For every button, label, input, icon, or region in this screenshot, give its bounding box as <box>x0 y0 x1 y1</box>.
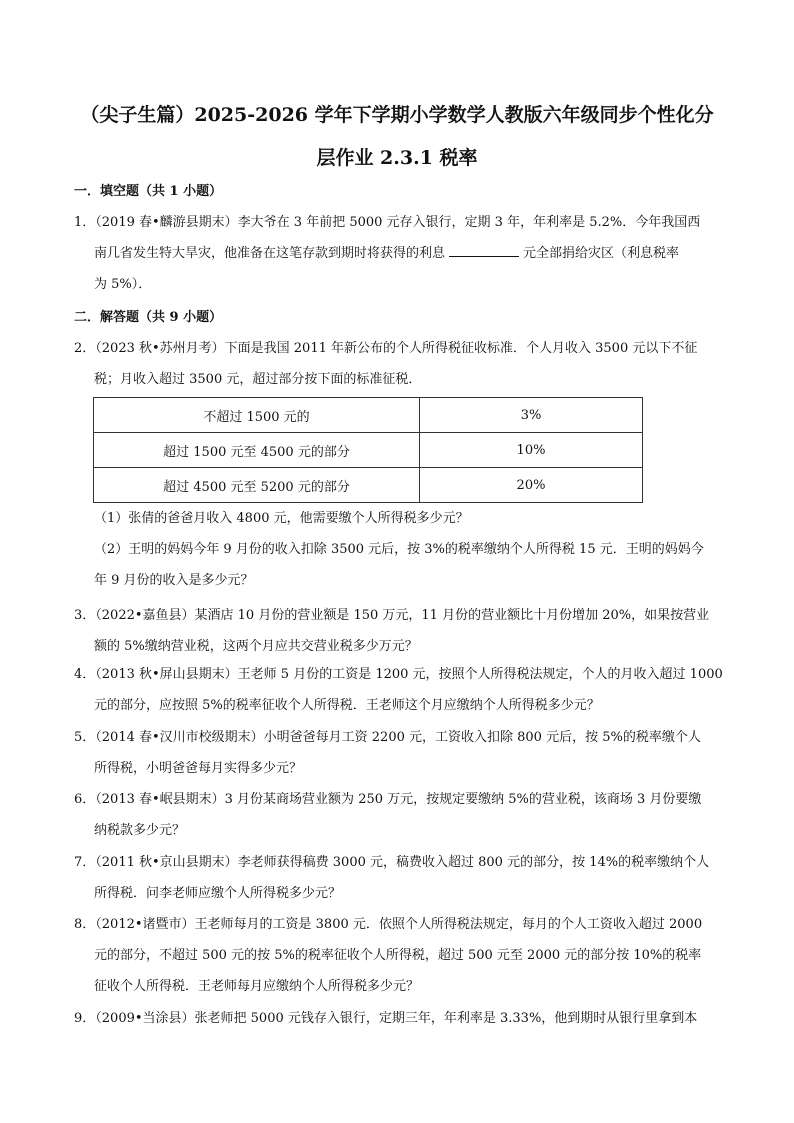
question-1-line2-text: 南几省发生特大旱灾，他准备在这笔存款到期时将获得的利息 <box>94 246 446 261</box>
question-8-line2: 元的部分，不超过 500 元的按 5%的税率征收个人所得税，超过 500 元至 2000 元的部分按 10%的税率 <box>94 948 702 963</box>
question-2-subquestions <box>94 503 734 596</box>
question-3 <box>74 600 729 662</box>
question-9 <box>74 1003 729 1034</box>
question-2-line2: 税；月收入超过 3500 元，超过部分按下面的标准征税． <box>94 372 422 387</box>
table-cell-rate: 3% <box>420 398 643 433</box>
question-2-line1: 2．（2023 秋•苏州月考）下面是我国 2011 年新公布的个人所得税征收标准．个人月收入 3500 元以下不征 <box>74 341 698 356</box>
question-3-line2: 额的 5%缴纳营业税，这两个月应共交营业税多少万元？ <box>94 639 418 654</box>
question-6 <box>74 784 729 846</box>
question-1-line2 <box>74 238 729 269</box>
question-5 <box>74 722 729 784</box>
table-row <box>94 398 643 433</box>
document-title-line1: （尖子生篇）2025-2026 学年下学期小学数学人教版六年级同步个性化分 <box>80 104 714 126</box>
question-9-line1: 9．（2009•当涂县）张老师把 5000 元钱存入银行，定期三年，年利率是 3.33%，他到期时从银行里拿到本 <box>74 1011 698 1026</box>
table-row <box>94 468 643 503</box>
question-2 <box>74 333 729 395</box>
question-6-line1: 6．（2013 春•岷县期末）3 月份某商场营业额为 250 万元，按规定要缴纳 5%的营业税，该商场 3 月份要缴 <box>74 792 702 807</box>
question-5-line1: 5．（2014 春•汉川市校级期末）小明爸爸每月工资 2200 元，工资收入扣除 800 元后，按 5%的税率缴个人 <box>74 730 701 745</box>
question-5-line2: 所得税，小明爸爸每月实得多少元？ <box>94 761 303 776</box>
question-7 <box>74 847 729 909</box>
question-4-line2: 元的部分，应按照 5%的税率征收个人所得税．王老师这个月应缴纳个人所得税多少元？ <box>94 698 600 713</box>
document-title-line2: 层作业 2.3.1 税率 <box>316 147 478 169</box>
question-2-sub2-line1: （2）王明的妈妈今年 9 月份的收入扣除 3500 元后，按 3%的税率缴纳个人所得税 15 元．王明的妈妈今 <box>94 542 704 557</box>
section-heading-fill: 一．填空题（共 1 小题） <box>74 184 223 199</box>
question-2-sub1: （1）张倩的爸爸月收入 4800 元，他需要缴个人所得税多少元？ <box>94 511 469 526</box>
table-cell-rate: 20% <box>420 468 643 503</box>
question-1-line1: 1．（2019 春•麟游县期末）李大爷在 3 年前把 5000 元存入银行，定期 3 年，年利率是 5.2%．今年我国西 <box>74 215 701 230</box>
question-8-line3: 征收个人所得税．王老师每月应缴纳个人所得税多少元？ <box>94 979 420 994</box>
tax-rate-table <box>93 397 643 503</box>
question-8 <box>74 909 729 1002</box>
question-1-line3: 为 5%）． <box>94 277 152 292</box>
question-6-line2: 纳税款多少元？ <box>94 823 186 838</box>
answer-blank[interactable] <box>449 243 519 257</box>
question-8-line1: 8．（2012•诸暨市）王老师每月的工资是 3800 元．依照个人所得税法规定，每月的个人工资收入超过 2000 <box>74 917 703 932</box>
question-3-line1: 3．（2022•嘉鱼县）某酒店 10 月份的营业额是 150 万元，11 月份的营业额比十月份增加 20%，如果按营业 <box>74 608 710 623</box>
table-row <box>94 433 643 468</box>
table-cell-range: 超过 4500 元至 5200 元的部分 <box>94 468 420 503</box>
section-heading-solve: 二．解答题（共 9 小题） <box>74 310 223 325</box>
question-4 <box>74 659 729 721</box>
table-cell-range: 不超过 1500 元的 <box>94 398 420 433</box>
question-4-line1: 4．（2013 秋•屏山县期末）王老师 5 月份的工资是 1200 元，按照个人所得税法规定，个人的月收入超过 1000 <box>74 667 723 682</box>
table-cell-rate: 10% <box>420 433 643 468</box>
question-7-line1: 7．（2011 秋•京山县期末）李老师获得稿费 3000 元，稿费收入超过 800 元的部分，按 14%的税率缴纳个人 <box>74 855 710 870</box>
question-1 <box>74 207 729 300</box>
question-7-line2: 所得税．问李老师应缴个人所得税多少元？ <box>94 886 342 901</box>
question-2-sub2-line2: 年 9 月份的收入是多少元？ <box>94 573 254 588</box>
question-1-line2-text-end: 元全部捐给灾区（利息税率 <box>523 246 680 261</box>
table-cell-range: 超过 1500 元至 4500 元的部分 <box>94 433 420 468</box>
